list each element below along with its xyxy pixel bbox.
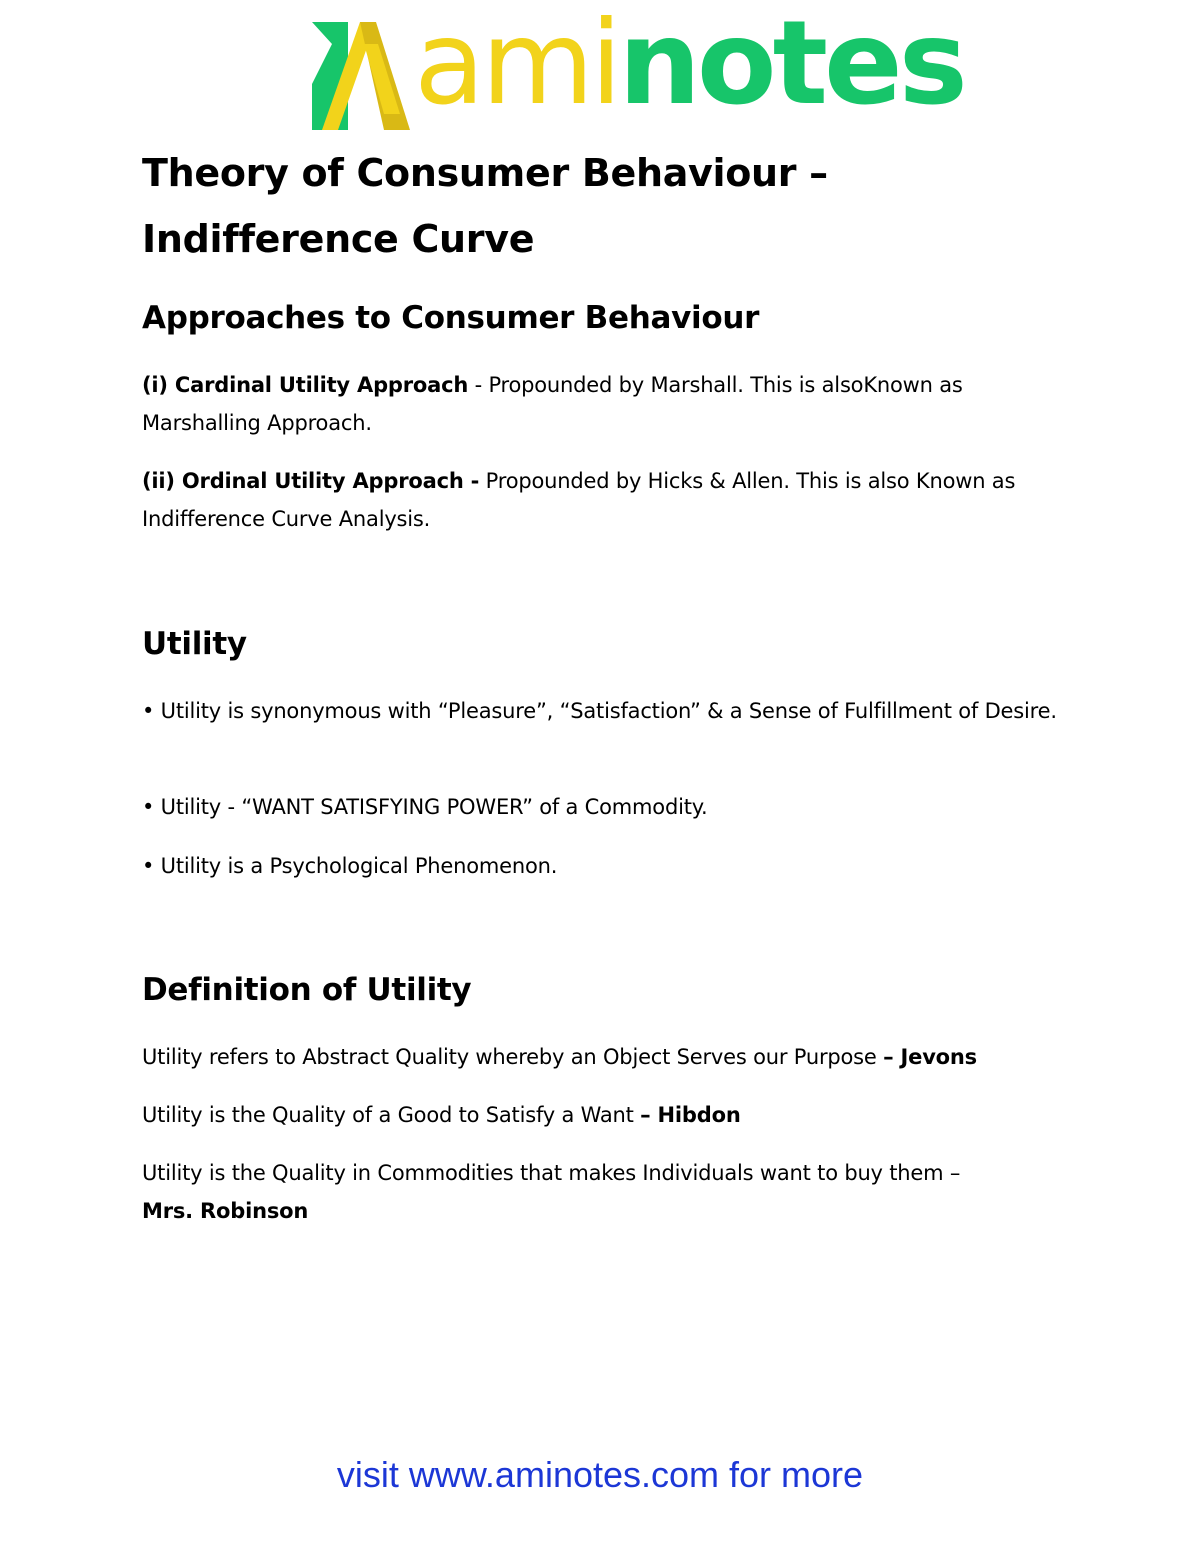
definition-robinson-author: Mrs. Robinson: [142, 1199, 309, 1223]
approach-ordinal-label: (ii) Ordinal Utility Approach -: [142, 469, 480, 493]
footer-link[interactable]: visit www.aminotes.com for more: [336, 1454, 864, 1495]
logo-word-ami: ami: [414, 0, 619, 131]
definition-robinson-text: Utility is the Quality in Commodities that makes Individuals want to buy them –: [142, 1161, 961, 1185]
definition-hibdon: [142, 1096, 1072, 1134]
approach-cardinal-label: (i) Cardinal Utility Approach: [142, 373, 469, 397]
approach-ordinal: [142, 462, 1072, 538]
document-title: Theory of Consumer Behaviour – Indifference Curve: [142, 151, 828, 261]
definition-heading: Definition of Utility: [142, 972, 472, 1008]
logo-word-notes: notes: [618, 0, 964, 131]
definition-robinson: [142, 1154, 1072, 1230]
utility-bullet-3: • Utility is a Psychological Phenomenon.: [142, 854, 558, 878]
definition-jevons: [142, 1038, 1072, 1076]
definition-hibdon-author: – Hibdon: [640, 1103, 741, 1127]
approach-ordinal-text: Propounded by Hicks & Allen. This is also Known as Indifference Curve Analysis.: [142, 469, 1016, 531]
definition-jevons-author: – Jevons: [883, 1045, 977, 1069]
aminotes-logo: [312, 0, 964, 134]
utility-bullet-2: • Utility - “WANT SATISFYING POWER” of a Commodity.: [142, 795, 708, 819]
approach-cardinal: [142, 366, 1072, 442]
logo-wordmark: [414, 0, 964, 144]
aminotes-logo-mark-icon: [312, 14, 412, 130]
utility-bullet-1: • Utility is synonymous with “Pleasure”, “Satisfaction” & a Sense of Fulfillment of Desire.: [142, 699, 1057, 723]
definition-jevons-text: Utility refers to Abstract Quality whereby an Object Serves our Purpose: [142, 1045, 884, 1069]
definition-hibdon-text: Utility is the Quality of a Good to Satisfy a Want: [142, 1103, 641, 1127]
utility-heading: Utility: [142, 626, 247, 662]
approaches-heading: Approaches to Consumer Behaviour: [142, 300, 760, 336]
approach-cardinal-text: - Propounded by Marshall. This is alsoKnown as Marshalling Approach.: [142, 373, 963, 435]
